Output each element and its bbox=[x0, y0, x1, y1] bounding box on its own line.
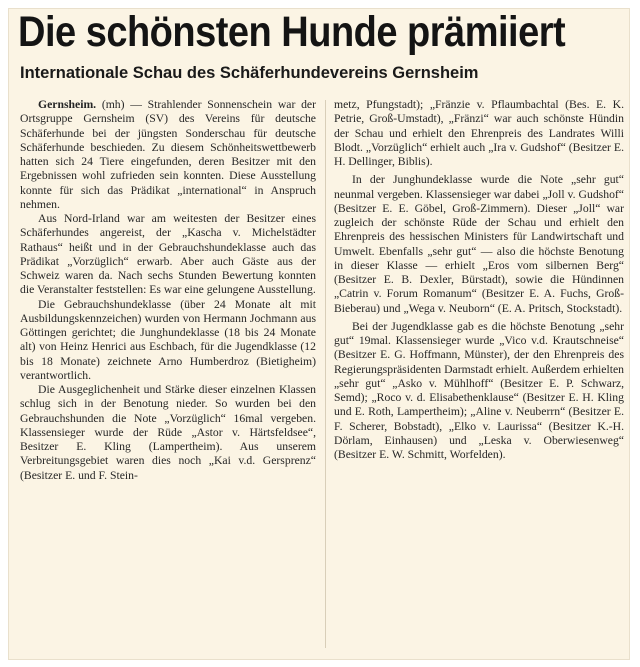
column-divider bbox=[325, 100, 326, 648]
article-paragraph: Aus Nord-Irland war am weitesten der Besitzer eines Schäferhundes angereist, der „Kascha v. Michelstädter Rathaus“ heißt und in der Gebrauchshundeklasse auch das Prädikat „Vorzüglich“ erwarb. Aber auch Gäste aus der Schweiz waren da. Nach sechs Stunden Bewertung konnten die Veranstalter feststellen: Es war eine gelungene Ausstellung. bbox=[20, 212, 316, 297]
byline: (mh) bbox=[101, 98, 125, 111]
article-column-left bbox=[20, 98, 316, 483]
article-paragraph: In der Junghundeklasse wurde die Note „sehr gut“ neunmal vergeben. Klassensieger war dabei „Joll v. Gudshof“ (Besitzer E. E. Göbel, Groß-Zimmern). Dieser „Joll“ war zugleich der schönste Rüde der Schau und erhielt den Ehrenpreis des hessischen Ministers für Landwirtschaft und Umwelt. Ebenfalls „sehr gut“ — also die höchste Benotung in dieser Klasse — erhielt „Eros vom silbernen Berg“ (Besitzer E. B. Dexler, Bürstadt), sowie die Hündinnen „Catrin v. Forum Romanum“ (Besitzer E. A. Fuchs, Groß-Bieberau) und „Wega v. Neuborn“ (E. A. Pritsch, Stockstadt). bbox=[334, 173, 624, 315]
article-paragraph: Die Ausgeglichenheit und Stärke dieser einzelnen Klassen schlug sich in der Benotung nieder. So wurden bei den Gebrauchshunden die Note „Vorzüglich“ 16mal vergeben. Klassensieger wurde der Rüde „Astor v. Härtsfeldsee“, Besitzer E. Kling (Lampertheim). Aus unserem Verbreitungsgebiet waren dies noch „Kai v.d. Gersprenz“ (Besitzer E. und F. Stein- bbox=[20, 383, 316, 482]
subheadline: Internationale Schau des Schäferhundevereins Gernsheim bbox=[20, 64, 479, 82]
article-paragraph: metz, Pfungstadt); „Fränzie v. Pflaumbachtal (Bes. E. K. Petrie, Groß-Umstadt), „Fränzi“ war auch schönste Hündin der Schau und erhielt den Ehrenpreis des Landrates Willi Blodt. „Vorzüglich“ erhielt auch „Ira v. Gudshof“ (Besitzer E. H. Dellinger, Biblis). bbox=[334, 98, 624, 168]
dateline: Gernsheim. bbox=[38, 98, 97, 111]
newspaper-clipping bbox=[8, 8, 630, 660]
article-paragraph: Die Gebrauchshundeklasse (über 24 Monate alt mit Ausbildungskennzeichen) wurden von Hermann Jochmann aus Göttingen gerichtet; die Junghundeklasse (18 bis 24 Monate alt) von Heinz Henrici aus Eschbach, für die Jugendklasse (12 bis 18 Monate) zeichnete Arno Humberdroz (Bietigheim) verantwortlich. bbox=[20, 297, 316, 382]
article-paragraph bbox=[20, 98, 316, 212]
article-paragraph: Bei der Jugendklasse gab es die höchste Benotung „sehr gut“ 19mal. Klassensieger wurde „Vico v.d. Krautschneise“ (Besitzer E. G. Hoffmann, Münster), der den Ehrenpreis des Regierungspräsidenten Darmstadt erhielt. Außerdem erhielten „sehr gut“ „Asko v. Mühlhoff“ (Besitzer E. P. Schwarz, Semd); „Roco v. d. Elisabethenklause“ (Besitzer E. H. Kling und E. Roth, Lampertheim); „Aline v. Neuberrn“ (Besitzer E. F. Scherer, Bobstadt), „Elko v. Laurissa“ (Besitzer K.-H. Dörlam, Einhausen) und „Leska v. Oberwiesenweg“ (Besitzer E. W. Schmitt, Worfelden). bbox=[334, 319, 624, 461]
headline: Die schönsten Hunde prämiiert bbox=[18, 9, 566, 57]
article-column-right bbox=[334, 98, 624, 462]
paragraph-text: — Strahlender Sonnenschein war der Ortsgruppe Gernsheim (SV) des Vereins für deutsche Schäferhunde bei der jüngsten Sonderschau für deutsche Schäferhunde beschieden. Zu diesem Schönheitswettbewerb hatten sich 24 Tiere eingefunden, deren Besitzer mit den Ergebnissen wohl zufrieden sein konnten. Diese Ausstellung konnte für sich das Prädikat „international“ in Anspruch nehmen. bbox=[20, 98, 316, 211]
